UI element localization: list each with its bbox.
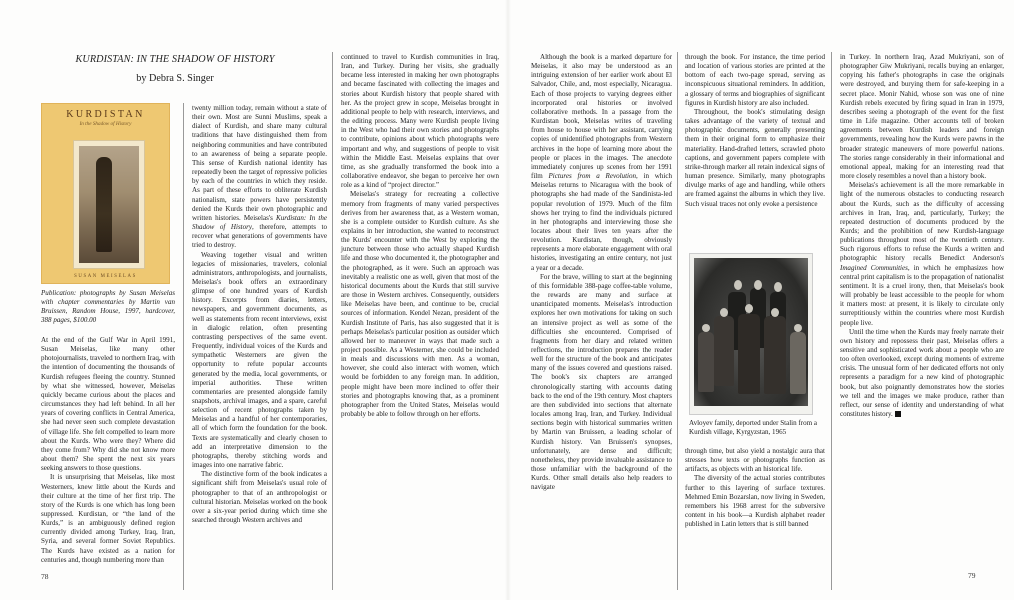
- paragraph: through the book. For instance, the time period and location of various stories are printed at the bottom of each two-page spread, serving as inconspicuous situational reminders. In addition, a glossary of terms and biographies of significant figures in Kurdish history are also included.: [685, 53, 825, 107]
- column-1: [41, 336, 175, 565]
- paragraph: twenty million today, remain without a state of their own. Most are Sunni Muslims, speak a dialect of Kurdish, and share many cultural traditions that have distinguished them from neighboring communities and have contributed to an awareness of being a separate people. This sense of Kurdish national identity has repeatedly been the target of repressive policies by each of the countries in which they reside. As part of these efforts to obliterate Kurdish nationalism, state powers have persistently denied the Kurds their own photographic and written histories. Meiselas's Kurdistan: In the Shadow of History, therefore, attempts to recover what generations of governments have tried to destroy.: [192, 104, 327, 250]
- family-photograph: [689, 253, 813, 415]
- cover-photo: [73, 140, 145, 269]
- paragraph: Until the time when the Kurds may freely narrate their own history and repossess their past, Meiselas offers a sensitive and sophisticated work about a people who are too often overlooked, except during moments of extreme crisis. The unusual form of her dedicated efforts not only represents a paradigm for a new kind of photographic book, but also poignantly demonstrates how the stories we tell and the images we make produce, rather than reflect, our sense of identity and understanding of what constitutes history.: [840, 327, 1004, 419]
- column-rule: [183, 103, 184, 590]
- page-gutter: [505, 0, 511, 600]
- page-number-right: 79: [968, 571, 976, 580]
- publication-caption: Publication: photographs by Susan Meiselas with chapter commentaries by Martin van Bruissen, Random House, 1997, hardcover, 388 pages, $100.00: [41, 289, 175, 325]
- cover-subtitle: In the Shadow of History: [79, 121, 132, 127]
- book-cover-image: [41, 103, 170, 284]
- column-6: [840, 53, 1004, 419]
- paragraph: Weaving together visual and written legacies of missionaries, travelers, colonial administrators, anthropologists, and journalists, Meiselas's book offers an extraordinary glimpse of one hundred years of Kurdish history. Excerpts from diaries, letters, newspapers, and government documents, as well as statements from recent interviews, exist in dialogic relation, often presenting contrasting perspectives of the same event. Frequently, individual voices of the Kurds and sympathetic Westerners are given the opportunity to refute popular accounts generated by the media, local governments, or imperial authorities. These written commentaries are presented alongside family snapshots, archival images, and a spare, careful selection of recent photographs taken by Meiselas and a handful of her contemporaries, all of which form the foundation for the book. Texts are systematically and clearly chosen to add an interpretative dimension to the photographs, thereby stitching words and images into one narrative fabric.: [192, 250, 327, 470]
- paragraph: through time, but also yield a nostalgic aura that stresses how texts or photographs function as artifacts, as objects with an historical life.: [685, 447, 825, 474]
- paragraph: Throughout, the book's stimulating design takes advantage of the variety of textual and photographic documents, generally presenting them in their original form to emphasize their materiality. Hand-drafted letters, scrawled photo captions, and government papers complete with strike-through marker all retain indexical signs of human presence. Similarly, many photographs divulge marks of age and handling, while others are framed against the albums in which they live. Such visual traces not only evoke a persistence: [685, 107, 825, 208]
- column-2: [192, 104, 327, 525]
- column-3: [341, 53, 499, 419]
- column-rule: [332, 52, 333, 590]
- article-title: KURDISTAN: IN THE SHADOW OF HISTORY: [75, 54, 275, 65]
- cover-figure: [96, 157, 112, 252]
- paragraph: continued to travel to Kurdish communities in Iraq, Iran, and Turkey. During her visits, she gradually became less interested in making her own photographs and became fascinated with collecting the images and stories about Kurdish history that people shared with her. As the project grew in scope, Meiselas brought in additional people to help with research, interviews, and the editing process. Many were Kurdish people living in the West who had their own stories and photographs to contribute, opinions about which photographs were important and why, and suggestions of people to visit within the Middle East. Meiselas explains that over time, as she gradually transformed the book into a collaborative endeavor, she began to perceive her own role as a kind of “project director.”: [341, 53, 499, 190]
- paragraph: It is unsurprising that Meiselas, like most Westerners, knew little about the Kurds and their culture at the time of her first trip. The story of the Kurds is one which has long been suppressed. Kurdistan, or “the land of the Kurds,” is an ambiguously defined region currently divided among Turkey, Iraq, Iran, Syria, and several former Soviet Republics. The Kurds have existed as a nation for centuries and, though numbering more than: [41, 473, 175, 564]
- column-4: [531, 53, 672, 493]
- column-rule: [677, 52, 678, 590]
- cover-title: KURDISTAN: [66, 109, 145, 120]
- paragraph: The diversity of the actual stories contributes further to this layering of surface textures. Mehmed Emin Bozarslan, now living in Sweden, remembers his 1968 arrest for the subversive content in his book—a Kurdish alphabet reader published in Latin letters that is still banned: [685, 474, 825, 529]
- cover-author: SUSAN MEISELAS: [74, 274, 137, 279]
- paragraph: Although the book is a marked departure for Meiselas, it also may be understood as an intriguing extension of her earlier work about El Salvador, Chile, and, most especially, Nicaragua. Each of those projects to varying degrees either incorporated oral histories or involved collaborative methods. In a passage from the Kurdistan book, Meiselas writes of traveling from house to house with her assistant, carrying copies of unidentified photographs from Western archives in the hope of learning more about the people or places in the images. The anecdote immediately conjures up scenes from her 1991 film Pictures from a Revolution, in which Meiselas returns to Nicaragua with the book of photographs she had made of the Sandinista-led popular revolution of 1979. Much of the film shows her trying to find the individuals pictured in her photographs and interviewing those she locates about their lives ten years after the revolution. Kurdistan, though, obviously represents a more elaborate engagement with oral histories, investigating an entire century, not just a year or a decade.: [531, 53, 672, 272]
- column-5-bottom: [685, 447, 825, 529]
- paragraph: in Turkey. In northern Iraq, Azad Mukriyani, son of photographer Giw Mukriyani, recalls buying an enlarger, copying his father's photographs in case the originals were destroyed, and burying them for safe-keeping in a secret place. Monir Nahid, whose son was one of nine Kurdish rebels executed by firing squad in Iran in 1979, describes seeing a photograph of the event for the first time in Life magazine. Other accounts tell of broken agreements between Kurdish leaders and foreign governments, revealing how the Kurds were pawns in the broader strategic maneuvers of more powerful nations. The stories range considerably in their informational and emotional appeal, making for an interesting read that more closely resembles a novel than a history book.: [840, 53, 1004, 181]
- article-byline: by Debra S. Singer: [136, 73, 214, 84]
- paragraph: Meiselas's achievement is all the more remarkable in light of the numerous obstacles to conducting research about the Kurds, such as the difficulty of accessing archives in Iran, Iraq, and, particularly, Turkey; the repeated destruction of documents produced by the Kurds; and the prohibition of new Kurdish-language publications throughout most of the twentieth century. Such rigorous efforts to refuse the Kurds a written and photographic history recalls Benedict Anderson's Imagined Communities, in which he emphasizes how central print capitalism is to the propagation of nationalist sentiment. It is a cruel irony, then, that Meiselas's book will probably be least accessible to the people for whom it matters most: at present, it is likely to circulate only surreptitiously within the countries where most Kurdish people live.: [840, 181, 1004, 327]
- paragraph: Meiselas's strategy for recreating a collective memory from fragments of many varied perspectives derives from her awareness that, as a Western woman, she is a complete outsider to Kurdish culture. As she explains in her introduction, she wanted to reconstruct the Kurds' encounter with the West by exploring the juncture between those who actually shaped Kurdish life and those who documented it, the photographer and the photographed, as it were. Such an approach was inevitably a realistic one as well, given that most of the historical documents about the Kurds that still survive are those in Western archives. Consequently, outsiders like Meiselas have been, and continue to be, crucial sources of information. Kendel Nezan, president of the Kurdish Institute of Paris, has also suggested that it is perhaps Meiselas's particular position as outsider which allowed her to maneuver in ways that made such a project possible. As a Westerner, she could be included in meals and discussions with men. As a woman, however, she could also interact with women, which would be forbidden to any foreign man. In addition, people might have been more inclined to offer their stories and photographs knowing that, as a prominent photographer from the United States, Meiselas would probably be able to follow through on her efforts.: [341, 190, 499, 419]
- column-rule: [831, 52, 832, 590]
- page-number-left: 78: [41, 572, 49, 581]
- paragraph: At the end of the Gulf War in April 1991, Susan Meiselas, like many other photojournalists, traveled to northern Iraq, with the intention of documenting the thousands of Kurdish refugees fleeing the country. Stunned by what she witnessed, however, Meiselas quickly became curious about the places and circumstances they had left behind. In all her years of covering conflicts in Central America, she had never seen such complete devastation of village life. She felt compelled to learn more about the Kurds. Who were they? Where did they come from? Why did she not know more about them? She spent the next six years seeking answers to those questions.: [41, 336, 175, 473]
- photo-caption: Avloyev family, deported under Stalin from a Kurdish village, Kyrgyzstan, 1965: [689, 419, 817, 437]
- paragraph: The distinctive form of the book indicates a significant shift from Meiselas's usual role of photographer to that of an anthropologist or cultural historian. Meiselas worked on the book over a six-year period during which time she searched through Western archives and: [192, 470, 327, 525]
- paragraph: For the brave, willing to start at the beginning of this formidable 388-page coffee-table volume, the rewards are many and surface at unanticipated moments. Meiselas's introduction explores her own motivations for taking on such an intensive project as well as some of the difficulties she encountered. Comprised of fragments from her diary and related written reflections, the introduction prepares the reader well for the structure of the book and anticipates many of the issues covered and questions raised. The book's six chapters are arranged chronologically starting with accounts dating back to the end of the 19th century. Most chapters are then subdivided into sections that alternate locales among Iraq, Iran, and Turkey. Individual sections begin with historical summaries written by Martin van Bruissen, a leading scholar of Kurdish history. Van Bruissen's synopses, unfortunately, are dense and difficult; nonetheless, they provide invaluable assistance to those unfamiliar with the background of the Kurds. Other small details also help readers to navigate: [531, 272, 672, 492]
- column-5-top: [685, 53, 825, 209]
- black-square-icon: [895, 411, 901, 417]
